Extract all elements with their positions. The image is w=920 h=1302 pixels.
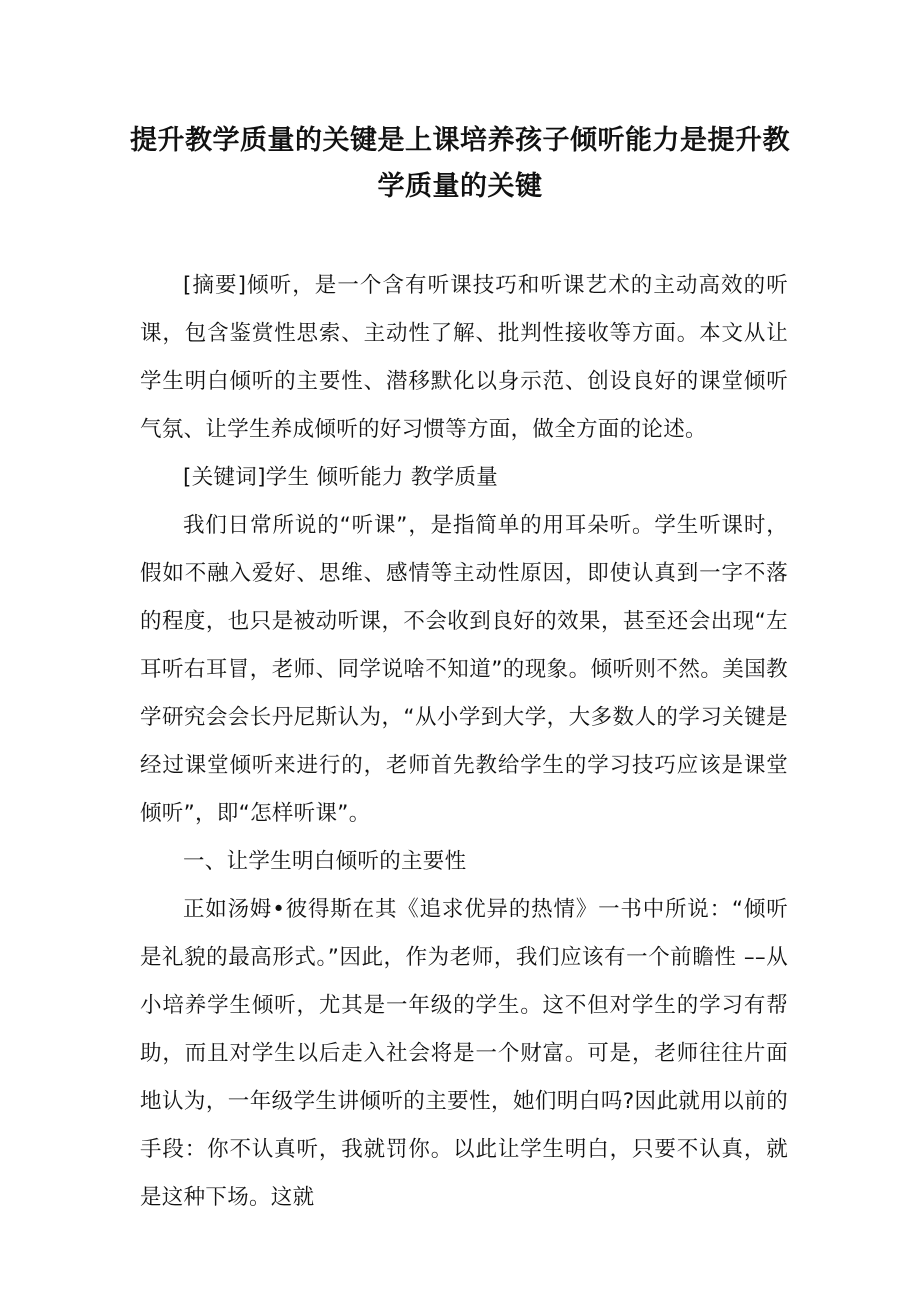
abstract-paragraph: [摘要]倾听，是一个含有听课技巧和听课艺术的主动高效的听课，包含鉴赏性思索、主动性了解、批判性接收等方面。本文从让学生明白倾听的主要性、潜移默化以身示范、创设良好的课堂倾听气氛、让学生养成倾听的好习惯等方面，做全方面的论述。: [140, 273, 788, 442]
keywords-paragraph: [关键词]学生 倾听能力 教学质量: [183, 465, 499, 490]
section-heading: 一、让学生明白倾听的主要性: [183, 849, 467, 874]
document-body: [140, 262, 788, 1222]
intro-paragraph: 我们日常所说的“听课”，是指简单的用耳朵听。学生听课时，假如不融入爱好、思维、感情等主动性原因，即使认真到一字不落的程度，也只是被动听课，不会收到良好的效果，甚至还会出现“左耳听右耳冒，老师、同学说啥不知道”的现象。倾听则不然。美国教学研究会会长丹尼斯认为，“从小学到大学，大多数人的学习关键是经过课堂倾听来进行的，老师首先教给学生的学习技巧应该是课堂倾听”，即“怎样听课”。: [140, 513, 788, 826]
section-paragraph: 正如汤姆•彼得斯在其《追求优异的热情》一书中所说：“倾听是礼貌的最高形式。”因此，作为老师，我们应该有一个前瞻性 ––从小培养学生倾听，尤其是一年级的学生。这不但对学生的学习有帮助，而且对学生以后走入社会将是一个财富。可是，老师往往片面地认为，一年级学生讲倾听的主要性，她们明白吗?因此就用以前的手段：你不认真听，我就罚你。以此让学生明白，只要不认真，就是这种下场。这就: [140, 897, 788, 1210]
document-title: 提升教学质量的关键是上课培养孩子倾听能力是提升教学质量的关键: [130, 125, 790, 202]
